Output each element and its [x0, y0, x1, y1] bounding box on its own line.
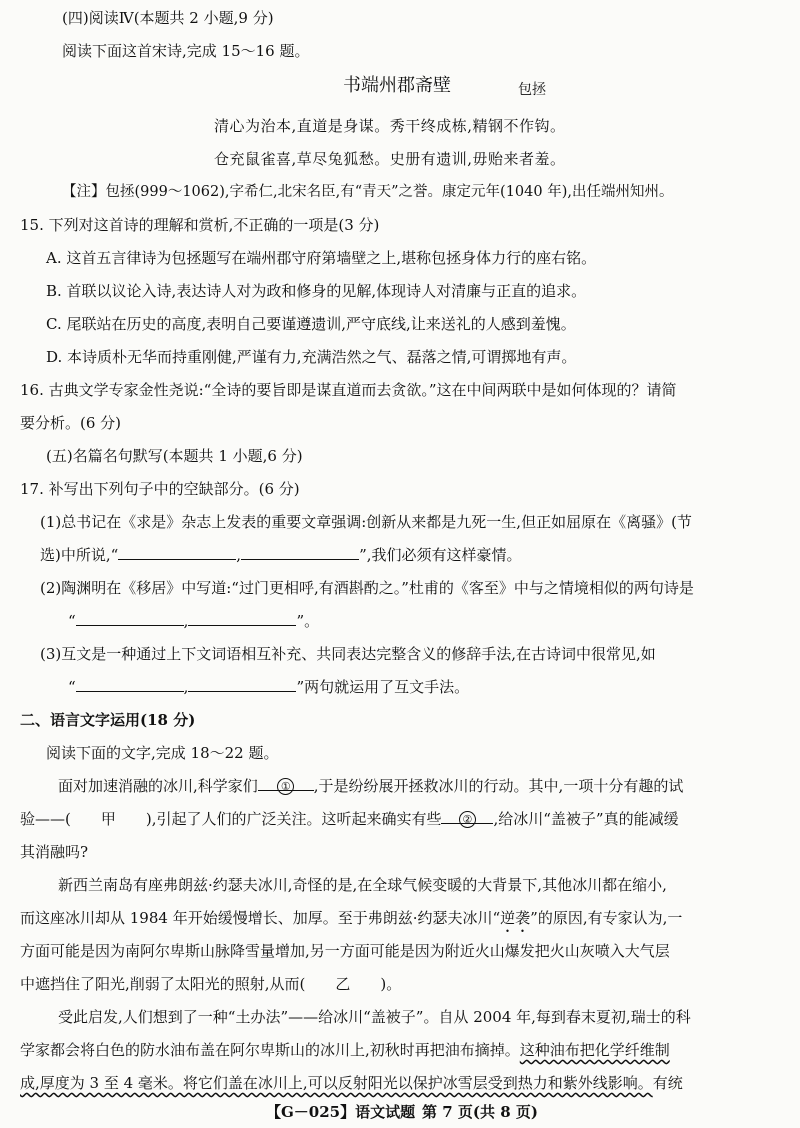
passage-p3-line2 [20, 1038, 670, 1062]
passage-text: 而这座冰川却从 1984 年开始缓慢增长、加厚。至于弗朗兹·约瑟夫冰川“ [20, 909, 501, 927]
q17-part1-prefix: 选)中所说,“ [40, 546, 119, 564]
q16-line-1: 16. 古典文学专家金性尧说:“全诗的要旨即是谋直道而去贪欲。”这在中间两联中是如何体现的？请简 [20, 381, 677, 399]
q15-option-c: C. 尾联站在历史的高度,表明自己要谨遵遗训,严守底线,让来送礼的人感到羞愧。 [46, 315, 576, 333]
q17-part1-line2 [40, 543, 522, 567]
q16-line-2: 要分析。(6 分) [20, 414, 122, 432]
q17-blank-1[interactable] [118, 543, 236, 560]
poem-line-2: 仓充鼠雀喜,草尽兔狐愁。史册有遗训,毋贻来者羞。 [214, 150, 566, 168]
passage-p3-line3 [20, 1071, 683, 1095]
poem-note: 【注】包拯(999～1062),字希仁,北宋名臣,有“青天”之誉。康定元年(1040 年),出任端州知州。 [62, 184, 674, 200]
section4-intro: 阅读下面这首宋诗,完成 15～16 题。 [62, 42, 310, 60]
part2-heading: 二、语言文字运用(18 分) [20, 711, 196, 729]
blank-1[interactable] [258, 774, 314, 791]
q15-option-d: D. 本诗质朴无华而持重刚健,严谨有力,充满浩然之气、磊落之情,可谓掷地有声。 [46, 348, 577, 366]
q17-part3-suffix: ”两句就运用了互文手法。 [296, 678, 470, 696]
q17-part1-sep: , [236, 546, 242, 564]
q17-blank-3[interactable] [76, 609, 184, 626]
passage-p1-line3: 其消融吗? [20, 843, 89, 861]
poem-author: 包拯 [518, 82, 546, 98]
q17-part3-line2 [68, 675, 469, 699]
passage-p1-line2 [20, 807, 679, 831]
wavy-underlined-sentence: 成,厚度为 3 至 4 毫米。将它们盖在冰川上,可以反射阳光以保护冰雪层受到热力和紫外线影响。 [20, 1074, 653, 1092]
q17-part1-line1: (1)总书记在《求是》杂志上发表的重要文章强调:创新从来都是九死一生,但正如屈原在《离骚》(节 [40, 513, 692, 531]
q17-blank-2[interactable] [241, 543, 359, 560]
q15-option-b: B. 首联以议论入诗,表达诗人对为政和修身的见解,体现诗人对清廉与正直的追求。 [46, 282, 587, 300]
passage-p3-line1: 受此启发,人们想到了一种“土办法”——给冰川“盖被子”。自从 2004 年,每到春末夏初,瑞士的科 [58, 1008, 691, 1026]
footer-page-number: 第 7 页(共 8 页) [422, 1103, 538, 1121]
poem-line-1: 清心为治本,直道是身谋。秀干终成栋,精钢不作钩。 [214, 117, 566, 135]
footer-code: 【G－025】语文试题 [266, 1103, 416, 1121]
passage-text: ,给冰川“盖被子”真的能减缓 [493, 810, 679, 828]
passage-text: 学家都会将白色的防水油布盖在阿尔卑斯山的冰川上,初秋时再把油布摘掉。 [20, 1041, 520, 1059]
q17-part3-line1: (3)互文是一种通过上下文词语相互补充、共同表达完整含义的修辞手法,在古诗词中很常见,如 [40, 645, 656, 663]
blank-2-marker: ② [459, 811, 476, 828]
poem-title: 书端州郡斋壁 [343, 75, 451, 96]
passage-text: 面对加速消融的冰川,科学家们 [58, 777, 258, 795]
section5-heading: (五)名篇名句默写(本题共 1 小题,6 分) [46, 447, 303, 465]
q17-blank-5[interactable] [76, 675, 184, 692]
emphasized-word: 逆袭 [500, 909, 531, 927]
blank-1-marker: ① [277, 778, 294, 795]
passage-p2-line1: 新西兰南岛有座弗朗兹·约瑟夫冰川,奇怪的是,在全球气候变暖的大背景下,其他冰川都在缩小, [58, 876, 667, 894]
q17-blank-6[interactable] [188, 675, 296, 692]
q15-option-a: A. 这首五言律诗为包拯题写在端州郡守府第墙壁之上,堪称包拯身体力行的座右铭。 [46, 249, 597, 267]
passage-p2-line3: 方面可能是因为南阿尔卑斯山脉降雪量增加,另一方面可能是因为附近火山爆发把火山灰喷入大气层 [20, 942, 670, 960]
passage-text: 有统 [652, 1074, 683, 1092]
part2-intro: 阅读下面的文字,完成 18～22 题。 [46, 744, 279, 762]
wavy-underlined-sentence: 这种油布把化学纤维制 [519, 1041, 670, 1059]
passage-p1-line1 [58, 774, 683, 798]
passage-p2-line4: 中遮挡住了阳光,削弱了太阳光的照射,从而( 乙 )。 [20, 975, 402, 993]
section4-heading: (四)阅读Ⅳ(本题共 2 小题,9 分) [62, 9, 274, 27]
q17-part2-sep: , [183, 612, 189, 630]
q17-part2-line2 [68, 609, 319, 633]
q17-part1-suffix: ”,我们必须有这样豪情。 [359, 546, 522, 564]
blank-2[interactable] [441, 807, 493, 824]
q15-stem: 15. 下列对这首诗的理解和赏析,不正确的一项是(3 分) [20, 216, 380, 234]
q17-part2-suffix: ”。 [296, 612, 320, 630]
q17-part2-prefix: “ [68, 612, 76, 630]
passage-text: ”的原因,有专家认为,一 [530, 909, 683, 927]
passage-p2-line2 [20, 906, 682, 936]
q17-stem: 17. 补写出下列句子中的空缺部分。(6 分) [20, 480, 300, 498]
q17-blank-4[interactable] [188, 609, 296, 626]
passage-text: ,于是纷纷展开拯救冰川的行动。其中,一项十分有趣的试 [313, 777, 684, 795]
q17-part2-line1: (2)陶渊明在《移居》中写道:“过门更相呼,有酒斟酌之。”杜甫的《客至》中与之情境相似的两句诗是 [40, 579, 694, 597]
passage-text: 验——( 甲 ),引起了人们的广泛关注。这听起来确实有些 [20, 810, 442, 828]
q17-part3-sep: , [183, 678, 189, 696]
q17-part3-prefix: “ [68, 678, 76, 696]
